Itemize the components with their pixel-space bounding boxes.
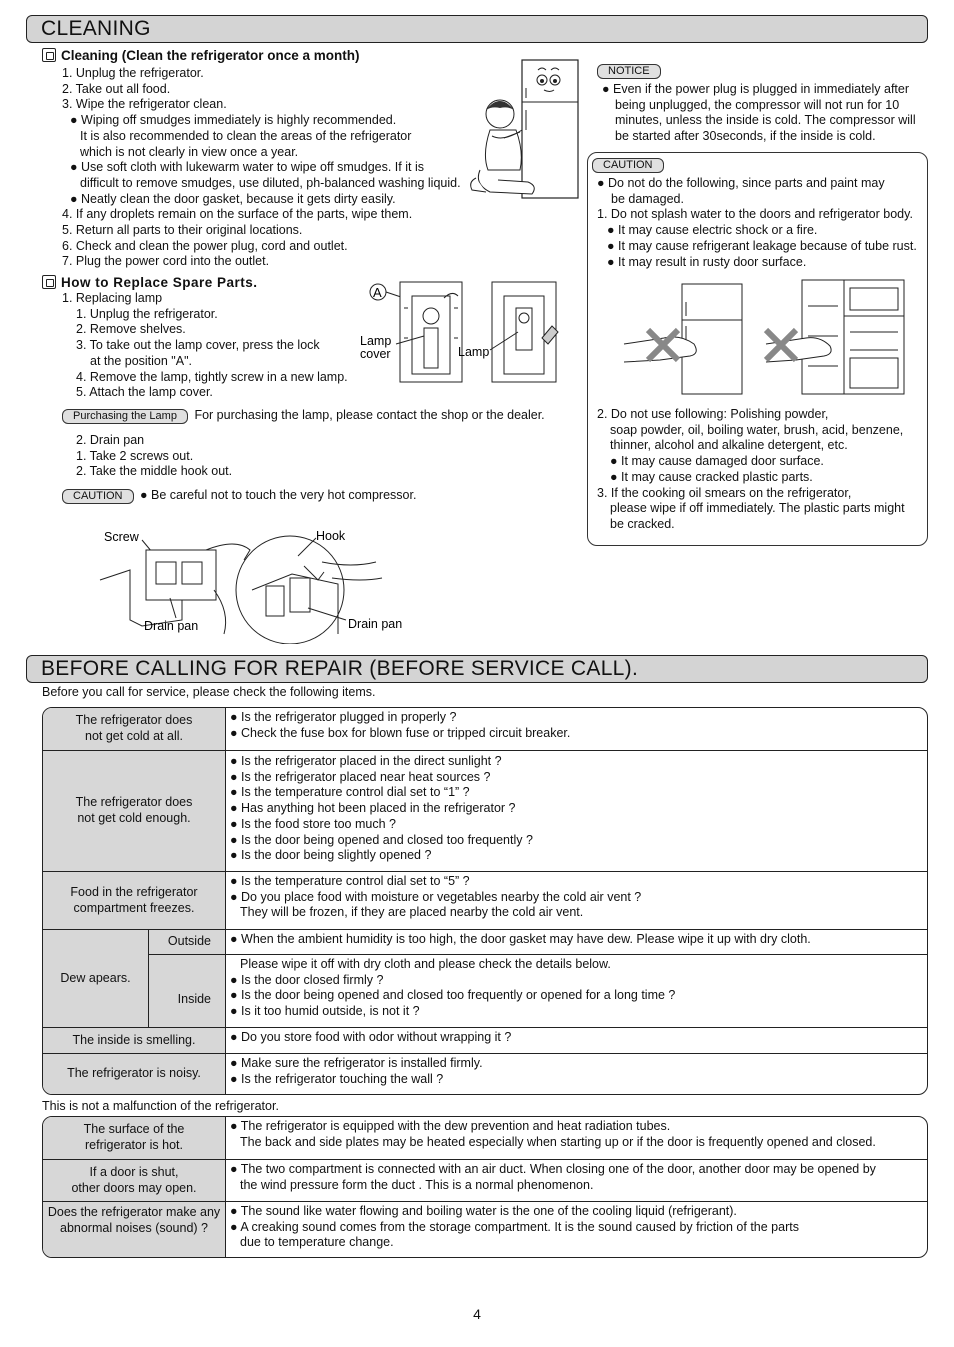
check-item: ● Is the door being opened and closed too frequently ? — [230, 832, 533, 847]
lamp-replacement-diagram — [356, 278, 566, 384]
cleaning-step: 7. Plug the power cord into the outlet. — [62, 254, 270, 269]
check-item: ● Has anything hot been placed in the refrigerator ? — [230, 801, 516, 816]
cleaning-step: difficult to remove smudges, use diluted, ph-balanced washing liquid. — [80, 175, 461, 190]
check-item: ● Is the door closed firmly ? — [230, 972, 384, 987]
replace-step: at the position "A". — [90, 353, 192, 368]
problem-text: Food in the refrigerator — [70, 884, 198, 899]
lamp-label: Lamp — [458, 345, 490, 359]
cleaning-step: 5. Return all parts to their original locations. — [62, 223, 303, 238]
problem-cell — [43, 872, 226, 929]
no-splash-water-illustration — [620, 276, 920, 400]
notice-badge: NOTICE — [597, 64, 661, 79]
drain-pan-label-1: Drain pan — [144, 619, 199, 633]
drain-step: 1. Take 2 screws out. — [76, 448, 194, 463]
caution-line: 3. If the cooking oil smears on the refrigerator, — [597, 485, 852, 500]
caution-line: be cracked. — [610, 516, 675, 531]
problem-text: The surface of the — [83, 1122, 185, 1137]
problem-text: refrigerator is hot. — [85, 1138, 183, 1152]
cleaning-heading-text: Cleaning (Clean the refrigerator once a month) — [61, 48, 360, 63]
cleaning-step: 1. Unplug the refrigerator. — [62, 66, 204, 80]
lamp-cover-label-1: Lamp — [360, 334, 392, 348]
check-item: due to temperature change. — [240, 1235, 394, 1250]
cleaning-step: 4. If any droplets remain on the surface of the parts, wipe them. — [62, 207, 413, 222]
problem-text: other doors may open. — [71, 1180, 197, 1195]
replace-steps — [62, 291, 348, 401]
caution-line: ● It may cause electric shock or a fire. — [607, 223, 818, 238]
caution-line: ● Do not do the following, since parts and paint may — [597, 176, 885, 190]
purchasing-lamp-text: For purchasing the lamp, please contact the shop or the dealer. — [194, 408, 545, 422]
purchasing-lamp-badge: Purchasing the Lamp — [62, 409, 188, 424]
caution-line: thinner, alcohol and alkaline detergent, etc. — [610, 438, 848, 453]
problem-cell — [43, 708, 226, 750]
table-row — [43, 1117, 927, 1159]
hook-label: Hook — [316, 529, 346, 543]
caution-line: be damaged. — [611, 191, 684, 206]
check-item: ● The two compartment is connected with an air duct. When closing one of the door, another door may be opened by — [230, 1162, 876, 1176]
repair-section-title: BEFORE CALLING FOR REPAIR (BEFORE SERVICE CALL). — [26, 655, 928, 683]
caution-line: ● It may cause damaged door surface. — [610, 454, 824, 469]
problem-cell — [43, 1117, 226, 1159]
problem-cell — [43, 1160, 226, 1201]
caution-panel-badge-wrap — [592, 157, 664, 173]
checks-cell — [226, 708, 927, 750]
table-row — [43, 1053, 927, 1094]
cleaning-step: ● Neatly clean the door gasket, because it gets dirty easily. — [70, 191, 396, 206]
caution-line: 2. Do not use following: Polishing powder, — [597, 407, 829, 421]
notice-line: ● Even if the power plug is plugged in immediately after — [602, 82, 910, 96]
drain-pan-diagram — [96, 520, 406, 644]
drain-pan-label-2: Drain pan — [348, 617, 403, 631]
drain-step: 2. Drain pan — [76, 433, 145, 447]
replace-step: 1. Replacing lamp — [62, 291, 163, 305]
check-item: ● Is the food store too much ? — [230, 816, 396, 831]
not-malfunction-note: This is not a malfunction of the refrigerator. — [42, 1099, 279, 1113]
problem-text: compartment freezes. — [73, 900, 195, 915]
replace-step: 3. To take out the lamp cover, press the lock — [76, 338, 320, 353]
table-row — [43, 1159, 927, 1201]
check-item: ● Is the temperature control dial set to “1” ? — [230, 785, 470, 800]
troubleshooting-table — [42, 707, 928, 1095]
check-item: ● When the ambient humidity is too high, the door gasket may have dew. Please wipe it up with dry cloth. — [230, 932, 811, 946]
problem-text: The refrigerator does — [75, 713, 193, 728]
problem-text: The inside is smelling. — [72, 1032, 196, 1047]
dew-label: Dew apears. — [43, 930, 149, 1027]
caution-panel-lines-a — [597, 176, 917, 270]
check-item: the wind pressure form the duct . This is a normal phenomenon. — [240, 1177, 594, 1192]
problem-text: not get cold enough. — [77, 811, 191, 825]
caution-panel-badge: CAUTION — [592, 158, 664, 173]
cleaning-steps — [62, 66, 461, 270]
caution-line: please wipe if off immediately. The plastic parts might — [610, 501, 905, 516]
check-item: ● The sound like water flowing and boiling water is the one of the cooling liquid (refrigerant). — [230, 1204, 737, 1218]
cleaning-step: 6. Check and clean the power plug, cord and outlet. — [62, 238, 348, 253]
caution-line: ● It may cause refrigerant leakage because of tube rust. — [607, 238, 917, 253]
table-row-dew — [43, 929, 927, 1027]
caution-badge: CAUTION — [62, 489, 134, 504]
cleaning-section-title: CLEANING — [26, 15, 928, 43]
check-item: The back and side plates may be heated especially when starting up or if the door is frequently opened and closed. — [240, 1134, 876, 1149]
screw-label: Screw — [104, 530, 139, 544]
check-item: ● Do you place food with moisture or vegetables nearby the cold air vent ? — [230, 889, 642, 904]
drain-pan-steps — [76, 433, 232, 480]
replace-step: 4. Remove the lamp, tightly screw in a new lamp. — [76, 369, 348, 384]
problem-text: The refrigerator is noisy. — [67, 1066, 201, 1081]
notice-text — [602, 82, 916, 145]
replace-heading-text: How to Replace Spare Parts. — [61, 275, 258, 290]
table-row — [43, 708, 927, 750]
notice-badge-wrap — [597, 63, 661, 79]
table-row — [43, 871, 927, 929]
caution-line: ● It may cause cracked plastic parts. — [610, 469, 813, 484]
check-item: ● Is the refrigerator placed in the direct sunlight ? — [230, 754, 502, 768]
check-item: ● Is the refrigerator plugged in properly ? — [230, 710, 457, 724]
caution-line: soap powder, oil, boiling water, brush, acid, benzene, — [610, 422, 904, 437]
dew-inside-checks — [226, 955, 927, 1027]
check-item: ● Is the door being opened and closed too frequently or opened for a long time ? — [230, 988, 676, 1003]
check-item: ● Do you store food with odor without wrapping it ? — [230, 1030, 512, 1044]
replace-step: 2. Remove shelves. — [76, 322, 186, 337]
check-item: ● Is the temperature control dial set to “5” ? — [230, 874, 470, 888]
repair-intro: Before you call for service, please check the following items. — [42, 685, 376, 699]
problem-cell — [43, 1202, 226, 1257]
lamp-label-a: A — [373, 285, 382, 300]
checks-cell — [226, 751, 927, 871]
compressor-caution-text: ● Be careful not to touch the very hot compressor. — [139, 488, 417, 502]
woman-cleaning-illustration — [462, 58, 580, 200]
notice-line: be started after 30seconds, if the inside is cold. — [615, 129, 876, 144]
problem-text: If a door is shut, — [89, 1164, 179, 1179]
notice-line: being unplugged, the compressor will not run for 10 — [615, 97, 900, 112]
cleaning-step: which is not clearly in view once a year. — [80, 144, 299, 159]
check-item: ● Is it too humid outside, is not it ? — [230, 1004, 420, 1019]
problem-text: The refrigerator does — [75, 795, 193, 810]
replace-step: 1. Unplug the refrigerator. — [76, 306, 218, 321]
cleaning-step: It is also recommended to clean the areas of the refrigerator — [80, 128, 412, 143]
dew-outside-checks — [226, 930, 927, 955]
problem-cell — [43, 751, 226, 871]
dew-checks — [226, 930, 927, 1027]
checks-cell — [226, 1117, 927, 1159]
check-item: Please wipe it off with dry cloth and please check the details below. — [240, 957, 611, 971]
checks-cell — [226, 1160, 927, 1201]
lamp-cover-label-2: cover — [360, 347, 391, 361]
check-item: ● Is the refrigerator touching the wall ? — [230, 1071, 444, 1086]
problem-cell — [43, 1028, 226, 1053]
problem-text: abnormal noises (sound) ? — [60, 1220, 208, 1235]
compressor-caution — [62, 488, 416, 504]
check-item: ● Check the fuse box for blown fuse or tripped circuit breaker. — [230, 725, 571, 740]
cleaning-heading — [42, 48, 360, 65]
section-square-icon — [42, 275, 56, 289]
normal-phenomena-table — [42, 1116, 928, 1258]
check-item: They will be frozen, if they are placed nearby the cold air vent. — [240, 905, 584, 920]
dew-sublabels — [149, 930, 226, 1027]
checks-cell — [226, 1028, 927, 1053]
checks-cell — [226, 1202, 927, 1257]
cleaning-step: ● Use soft cloth with lukewarm water to wipe off smudges. If it is — [70, 160, 424, 175]
problem-text: not get cold at all. — [85, 729, 183, 743]
check-item: ● Is the door being slightly opened ? — [230, 848, 432, 863]
table-row — [43, 750, 927, 871]
section-square-icon — [42, 48, 56, 62]
cleaning-step: ● Wiping off smudges immediately is highly recommended. — [70, 113, 397, 128]
caution-panel-lines-b — [597, 407, 905, 533]
table-row — [43, 1027, 927, 1053]
checks-cell — [226, 872, 927, 929]
page-number: 4 — [473, 1306, 481, 1322]
notice-line: minutes, unless the inside is cold. The compressor will — [615, 113, 916, 128]
check-item: ● Is the refrigerator placed near heat sources ? — [230, 769, 491, 784]
table-row — [43, 1201, 927, 1257]
purchasing-lamp-note — [62, 408, 545, 424]
caution-line: 1. Do not splash water to the doors and refrigerator body. — [597, 207, 913, 222]
problem-text: Does the refrigerator make any — [47, 1205, 221, 1219]
checks-cell — [226, 1054, 927, 1094]
caution-line: ● It may result in rusty door surface. — [607, 254, 807, 269]
drain-step: 2. Take the middle hook out. — [76, 464, 233, 479]
replace-step: 5. Attach the lamp cover. — [76, 385, 213, 400]
check-item: ● Make sure the refrigerator is installed firmly. — [230, 1056, 483, 1070]
check-item: ● A creaking sound comes from the storage compartment. It is the sound caused by friction of the parts — [230, 1219, 799, 1234]
problem-cell — [43, 1054, 226, 1094]
dew-outside-label: Outside — [149, 930, 225, 955]
check-item: ● The refrigerator is equipped with the dew prevention and heat radiation tubes. — [230, 1119, 671, 1133]
dew-inside-label: Inside — [177, 992, 211, 1007]
cleaning-step: 3. Wipe the refrigerator clean. — [62, 97, 227, 112]
replace-heading — [42, 275, 258, 292]
cleaning-step: 2. Take out all food. — [62, 81, 171, 96]
